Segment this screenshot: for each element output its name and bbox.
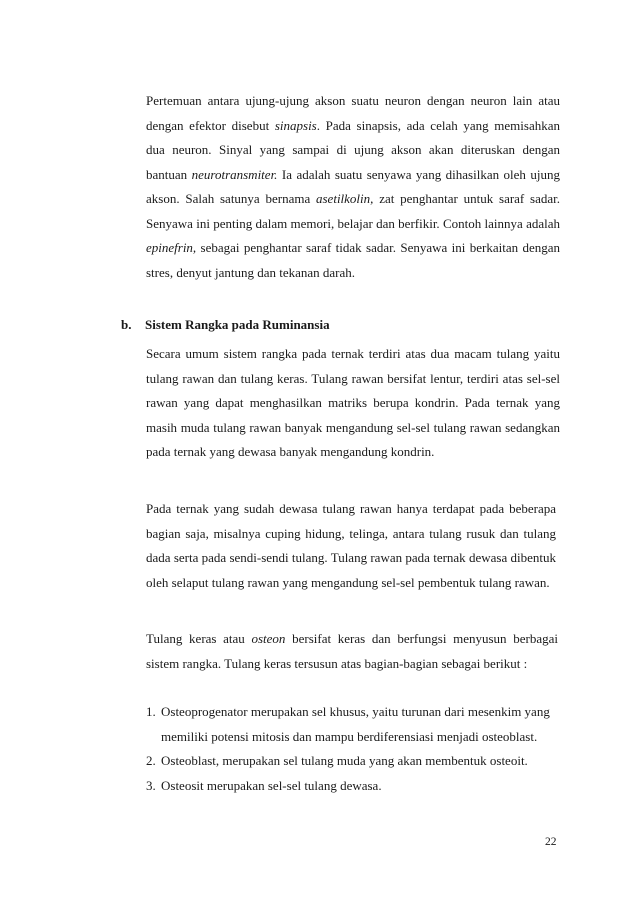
paragraph-sinapsis [146,89,560,285]
paragraph-text: . Pada sinapsis, ada celah yang memisahkan dua neuron. Sinyal yang sampai di ujung akson akan diteruskan dengan bantuan [146,117,560,182]
paragraph-text: Tulang keras atau [146,631,252,646]
paragraph-text: Ia adalah suatu senyawa yang dihasilkan oleh ujung akson. Salah satunya bernama [146,166,560,206]
term-asetilkolin: asetilkolin, [316,191,374,206]
list-number: 2. [146,753,156,768]
paragraph-text: Pertemuan antara ujung-ujung akson suatu neuron dengan neuron lain atau dengan efektor disebut [146,93,560,133]
section-heading [121,317,330,333]
paragraph-text: sebagai penghantar saraf tidak sadar. Senyawa ini berkaitan dengan stres, denyut jantung dan tekanan darah. [146,240,560,280]
section-title: Sistem Rangka pada Ruminansia [145,317,330,332]
list-item-text: Osteosit merupakan sel-sel tulang dewasa. [161,777,382,793]
term-sinapsis: sinapsis [274,117,317,133]
list-number: 3. [146,777,156,793]
paragraph-text: zat penghantar untuk saraf sadar. Senyawa ini penting dalam memori, belajar dan berfikir. Contoh lainnya adalah [146,191,560,231]
list-number: 1. [146,704,156,719]
paragraph-sistem-rangka: Secara umum sistem rangka pada ternak terdiri atas dua macam tulang yaitu tulang rawan dan tulang keras. Tulang rawan bersifat lentur, terdiri atas sel-sel rawan yang dapat menghasilkan matriks berupa kondrin. Pada ternak yang masih muda tulang rawan banyak mengandung sel-sel tulang rawan sedangkan pada ternak yang dewasa banyak mengandung kondrin. [146,346,560,459]
list-item [146,774,564,799]
paragraph-text: bersifat keras dan berfungsi menyusun berbagai sistem rangka. Tulang keras tersusun atas bagian-bagian sebagai berikut : [146,631,558,671]
paragraph-tulang-keras [146,627,558,676]
bone-parts-list [146,700,564,798]
list-item-text: Osteoblast, merupakan sel tulang muda yang akan membentuk osteoit. [161,753,528,768]
term-osteon: osteon [251,631,286,646]
paragraph-tulang-rawan: Pada ternak yang sudah dewasa tulang rawan hanya terdapat pada beberapa bagian saja, misalnya cuping hidung, telinga, antara tulang rusuk dan tulang dada serta pada sendi-sendi tulang. Tulang rawan pada ternak dewasa dibentuk oleh selaput tulang rawan yang mengandung sel-sel pembentuk tulang rawan. [146,501,556,590]
page-number: 22 [545,836,557,848]
term-epinefrin: epinefrin, [146,240,197,255]
section-marker: b. [121,317,132,332]
term-neurotransmiter: neurotransmiter. [191,166,278,182]
list-item [146,749,564,774]
list-item [146,700,564,749]
list-item-text: Osteoprogenator merupakan sel khusus, yaitu turunan dari mesenkim yang memiliki potensi mitosis dan mampu berdiferensiasi menjadi osteoblast. [161,704,550,744]
